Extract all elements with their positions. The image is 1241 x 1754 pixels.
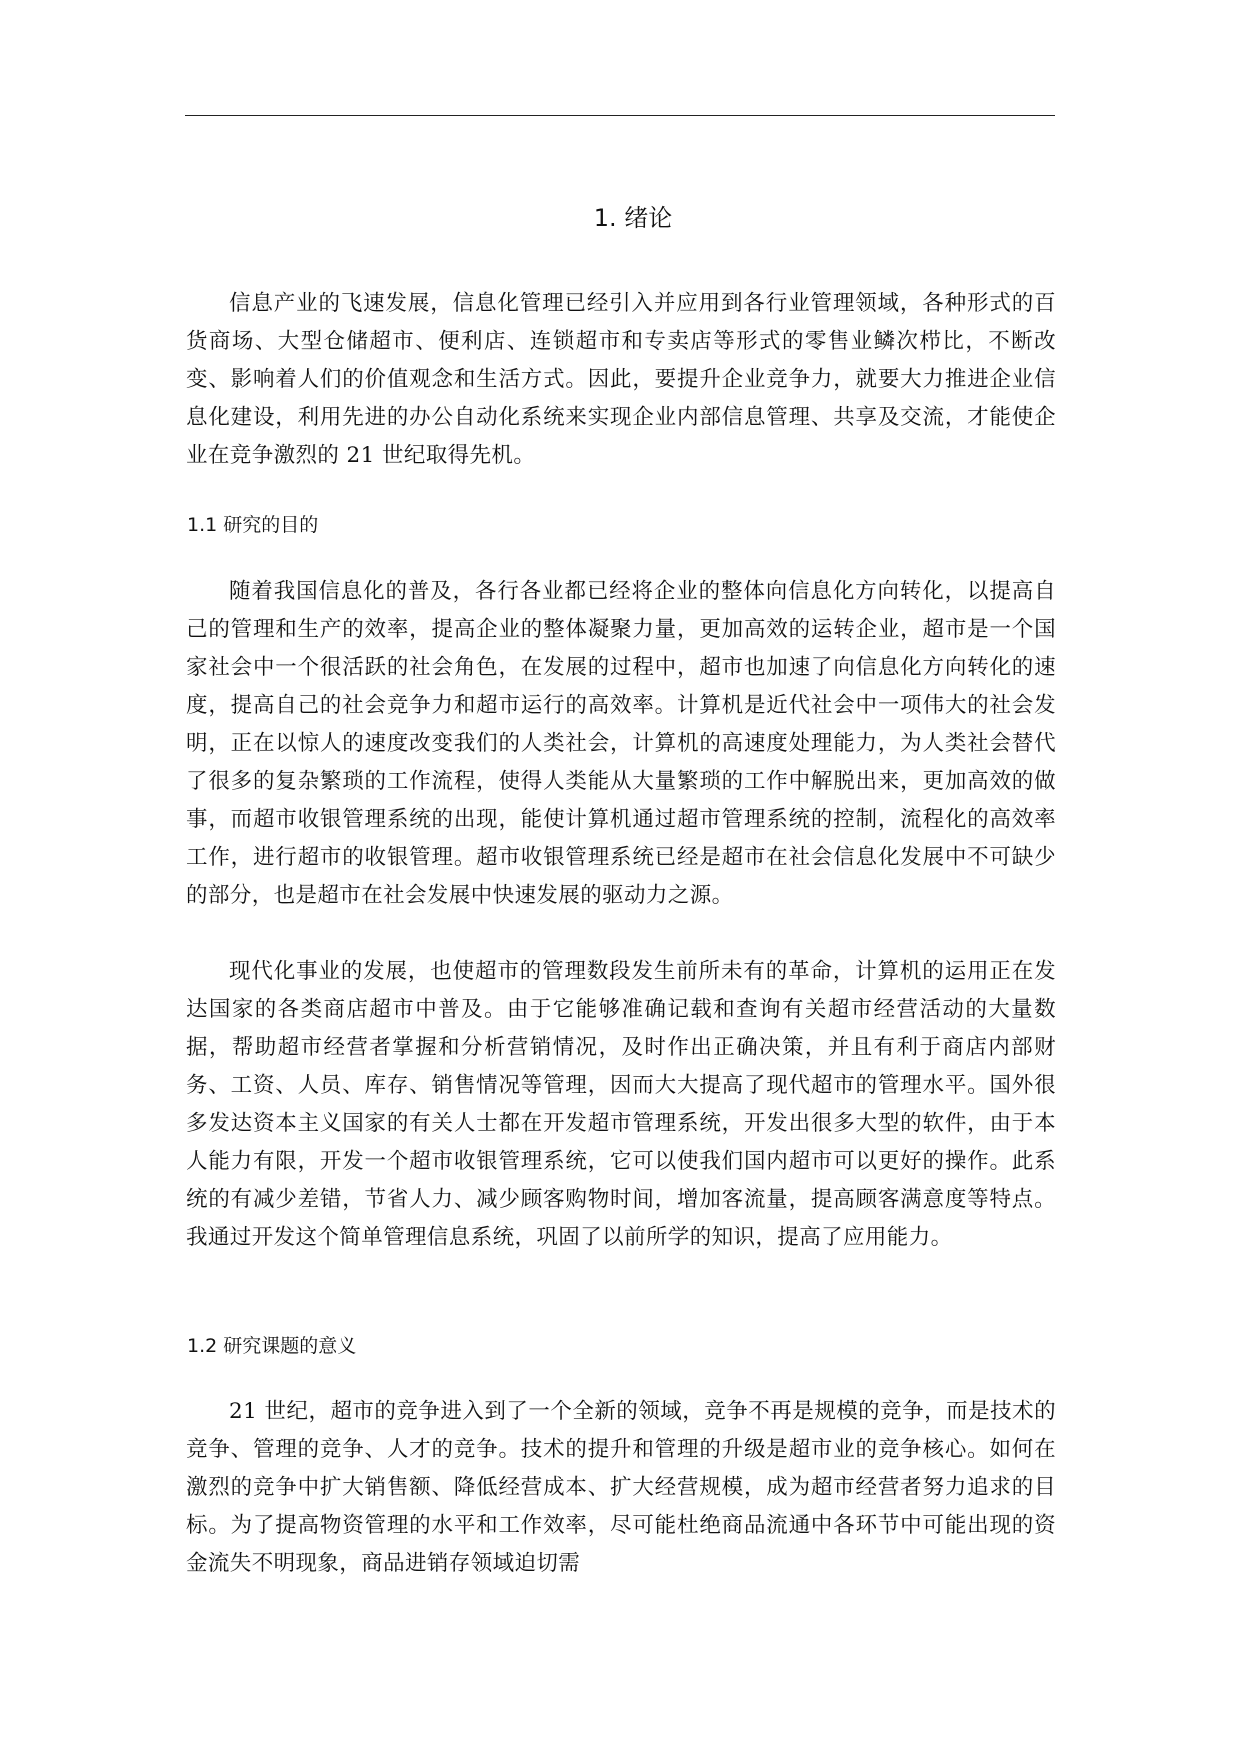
section-1-1-paragraph-2: 现代化事业的发展，也使超市的管理数段发生前所未有的革命，计算机的运用正在发达国家的各类商店超市中普及。由于它能够准确记载和查询有关超市经营活动的大量数据，帮助超市经营者掌握和分析营销情况，及时作出正确决策，并且有利于商店内部财务、工资、人员、库存、销售情况等管理，因而大大提高了现代超市的管理水平。国外很多发达资本主义国家的有关人士都在开发超市管理系统，开发出很多大型的软件，由于本人能力有限，开发一个超市收银管理系统，它可以使我们国内超市可以更好的操作。此系统的有减少差错，节省人力、减少顾客购物时间，增加客流量，提高顾客满意度等特点。我通过开发这个简单管理信息系统，巩固了以前所学的知识，提高了应用能力。 <box>186 959 1056 1250</box>
section-heading-1-2: 1.2 研究课题的意义 <box>187 1335 357 1357</box>
section-heading-1-1: 1.1 研究的目的 <box>187 514 319 536</box>
section-1-1-paragraph-1: 随着我国信息化的普及，各行各业都已经将企业的整体向信息化方向转化，以提高自己的管理和生产的效率，提高企业的整体凝聚力量，更加高效的运转企业，超市是一个国家社会中一个很活跃的社会角色，在发展的过程中，超市也加速了向信息化方向转化的速度，提高自己的社会竞争力和超市运行的高效率。计算机是近代社会中一项伟大的社会发明，正在以惊人的速度改变我们的人类社会，计算机的高速度处理能力，为人类社会替代了很多的复杂繁琐的工作流程，使得人类能从大量繁琐的工作中解脱出来，更加高效的做事，而超市收银管理系统的出现，能使计算机通过超市管理系统的控制，流程化的高效率工作，进行超市的收银管理。超市收银管理系统已经是超市在社会信息化发展中不可缺少的部分，也是超市在社会发展中快速发展的驱动力之源。 <box>186 579 1056 908</box>
header-rule <box>185 115 1055 116</box>
chapter-title: 1. 绪论 <box>593 204 673 232</box>
intro-paragraph: 信息产业的飞速发展，信息化管理已经引入并应用到各行业管理领域，各种形式的百货商场、大型仓储超市、便利店、连锁超市和专卖店等形式的零售业鳞次栉比，不断改变、影响着人们的价值观念和生活方式。因此，要提升企业竞争力，就要大力推进企业信息化建设，利用先进的办公自动化系统来实现企业内部信息管理、共享及交流，才能使企业在竞争激烈的 21 世纪取得先机。 <box>186 291 1056 468</box>
section-1-2-paragraph-1: 21 世纪，超市的竞争进入到了一个全新的领域，竞争不再是规模的竞争，而是技术的竞争、管理的竞争、人才的竞争。技术的提升和管理的升级是超市业的竞争核心。如何在激烈的竞争中扩大销售额、降低经营成本、扩大经营规模，成为超市经营者努力追求的目标。为了提高物资管理的水平和工作效率，尽可能杜绝商品流通中各环节中可能出现的资金流失不明现象，商品进销存领域迫切需 <box>186 1399 1056 1576</box>
